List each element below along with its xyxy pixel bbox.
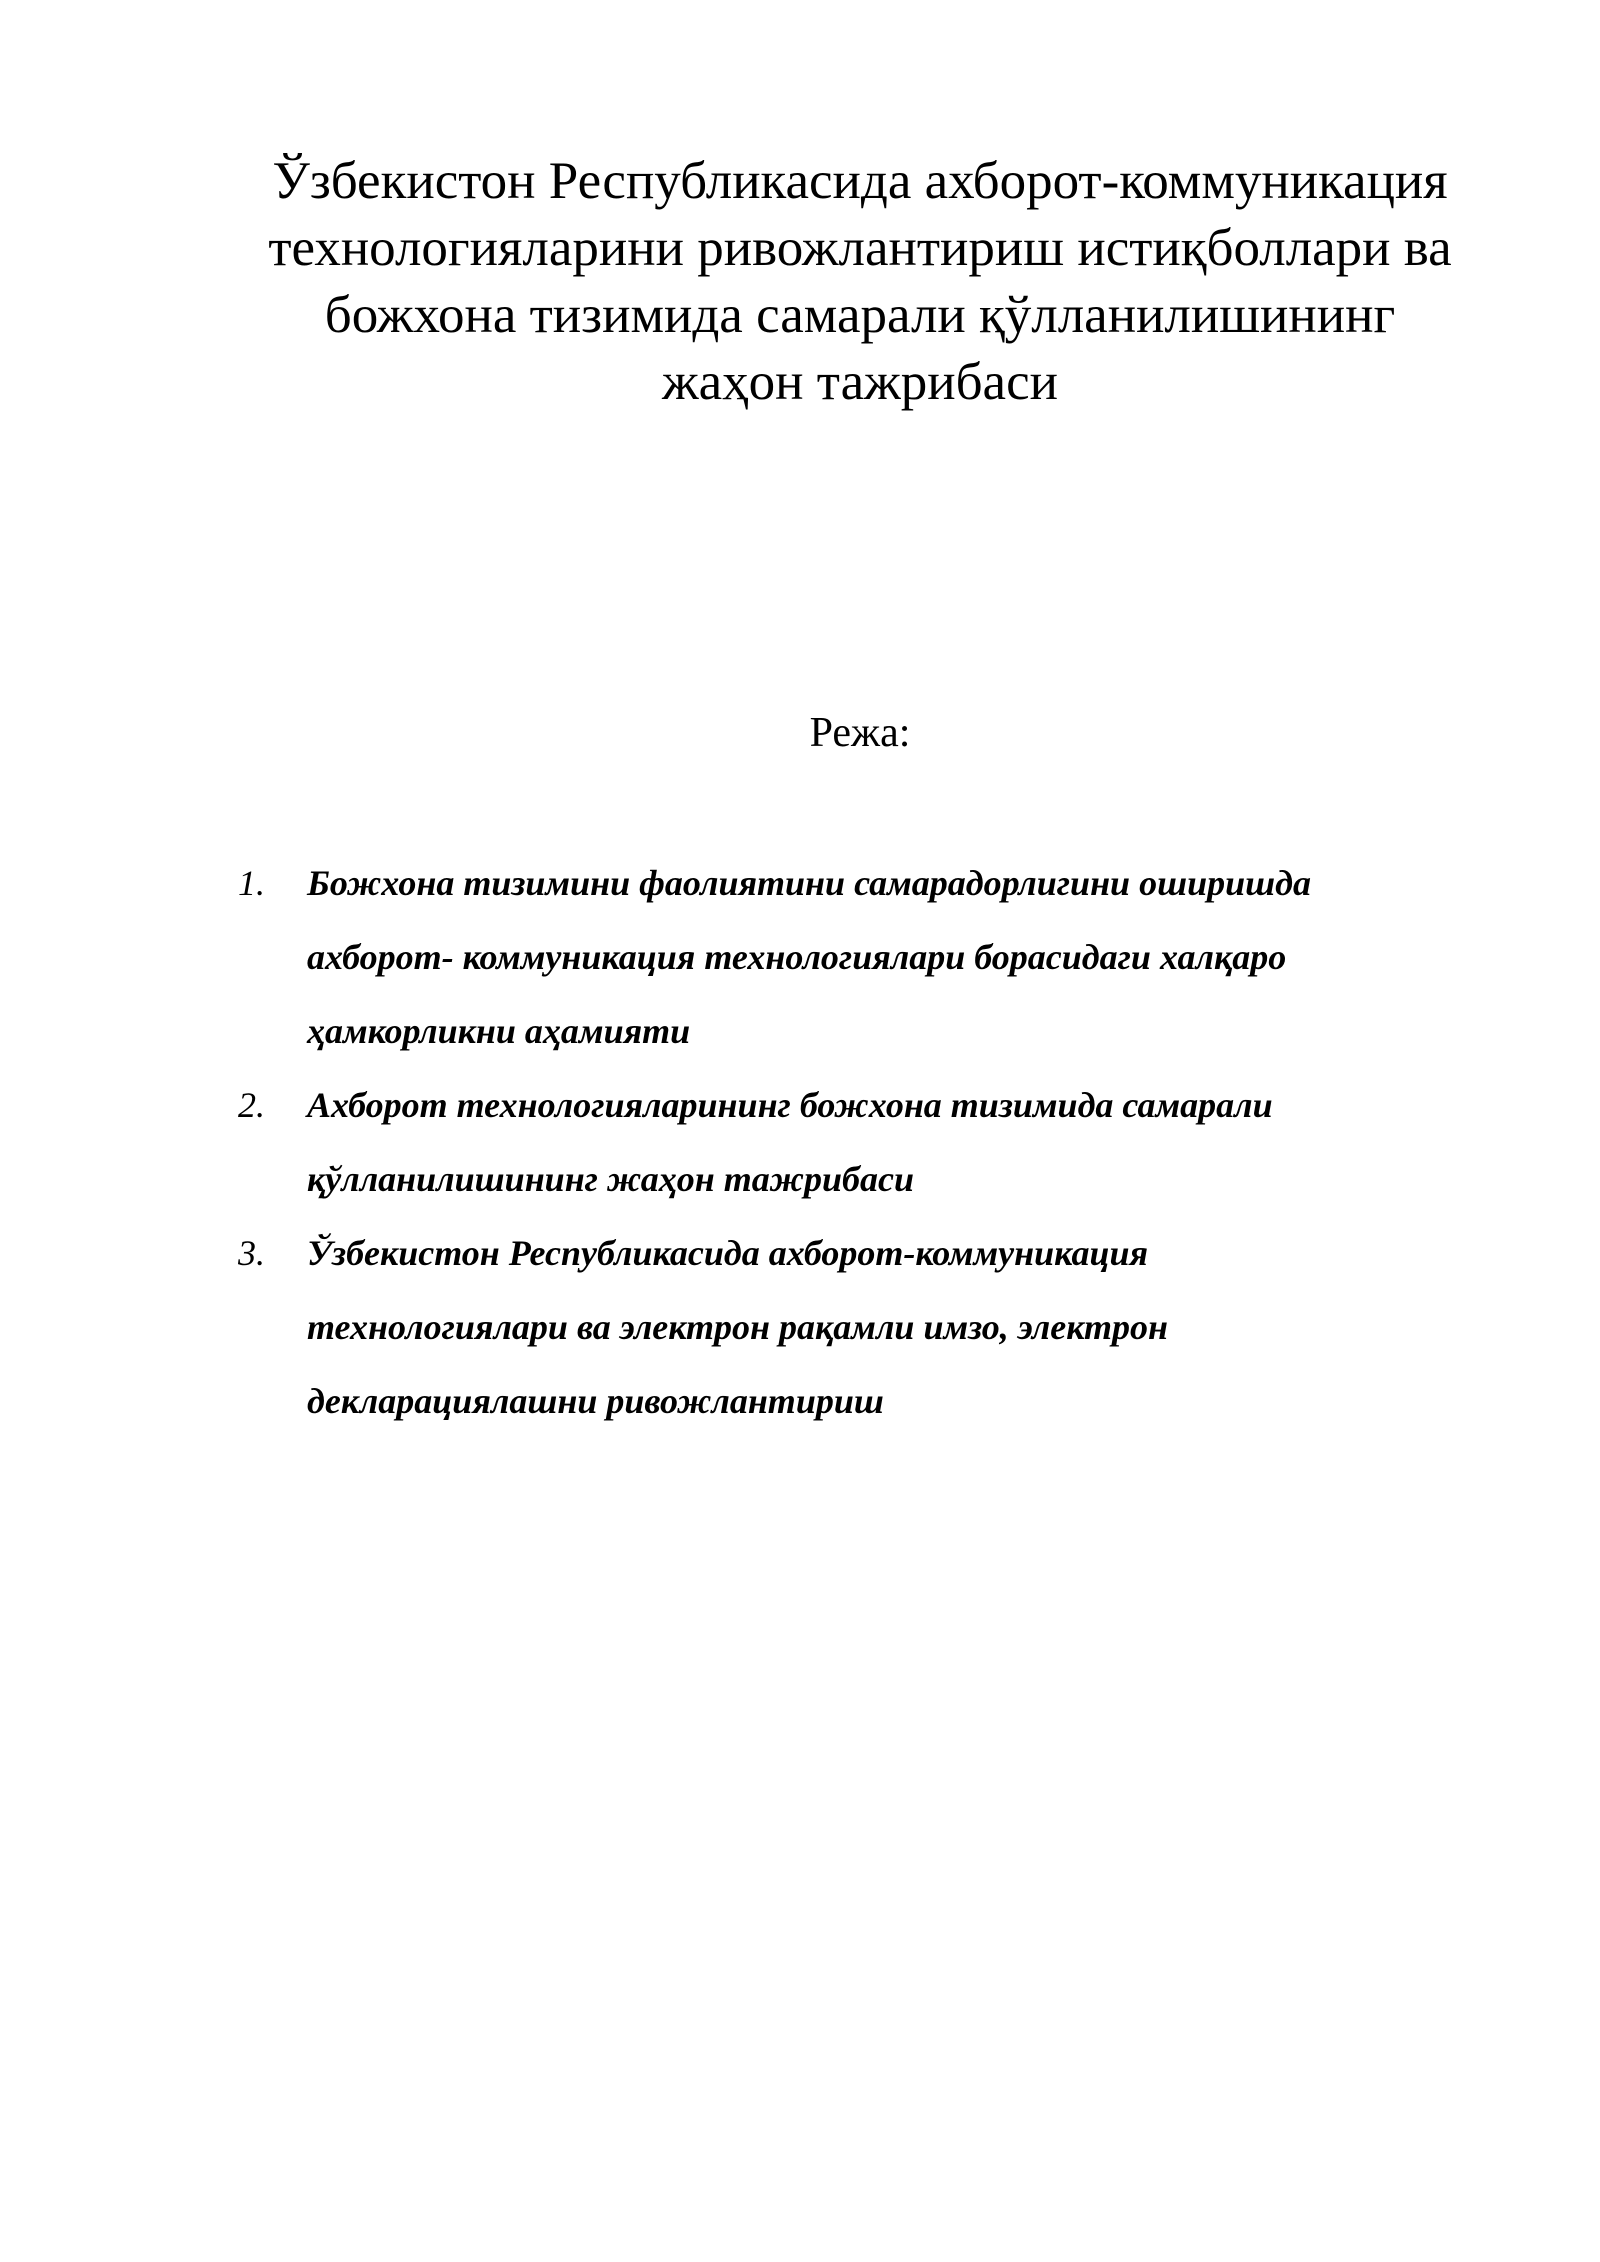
plan-item-1	[0, 846, 1600, 1068]
plan-item-text	[307, 846, 1507, 1068]
title-line: жаҳон тажрибаси	[662, 353, 1058, 411]
plan-item-text	[307, 1216, 1507, 1438]
title-line: технологияларини ривожлантириш истиқболлари ва	[268, 219, 1452, 277]
plan-item-line: технологиялари ва электрон рақамли имзо, электрон	[307, 1307, 1168, 1347]
plan-item-line: декларациялашни ривожлантириш	[307, 1381, 884, 1421]
plan-item-line: Ўзбекистон Республикасида ахборот-коммуникация	[307, 1233, 1149, 1273]
plan-item-line: ҳамкорликни аҳамияти	[307, 1011, 691, 1051]
plan-item-line: Ахборот технологияларининг божхона тизимида самарали	[307, 1085, 1273, 1125]
plan-item-2	[0, 1068, 1600, 1216]
plan-item-3	[0, 1216, 1600, 1438]
title-line: Ўзбекистон Республикасида ахборот-коммуникация	[272, 152, 1448, 210]
plan-item-line: қўлланилишининг жаҳон тажрибаси	[307, 1159, 915, 1199]
plan-item-line: Божхона тизимини фаолиятини самарадорлигини оширишда	[307, 863, 1311, 903]
plan-item-number: 2.	[238, 1085, 265, 1125]
plan-list	[0, 846, 1600, 1438]
document-title	[200, 148, 1520, 416]
plan-heading: Режа:	[809, 710, 911, 756]
plan-item-line: ахборот- коммуникация технологиялари борасидаги халқаро	[307, 937, 1287, 977]
plan-item-number: 3.	[238, 1233, 265, 1273]
plan-item-number: 1.	[238, 863, 265, 903]
title-line: божхона тизимида самарали қўлланилишининг	[324, 286, 1396, 344]
plan-item-text	[307, 1068, 1507, 1216]
